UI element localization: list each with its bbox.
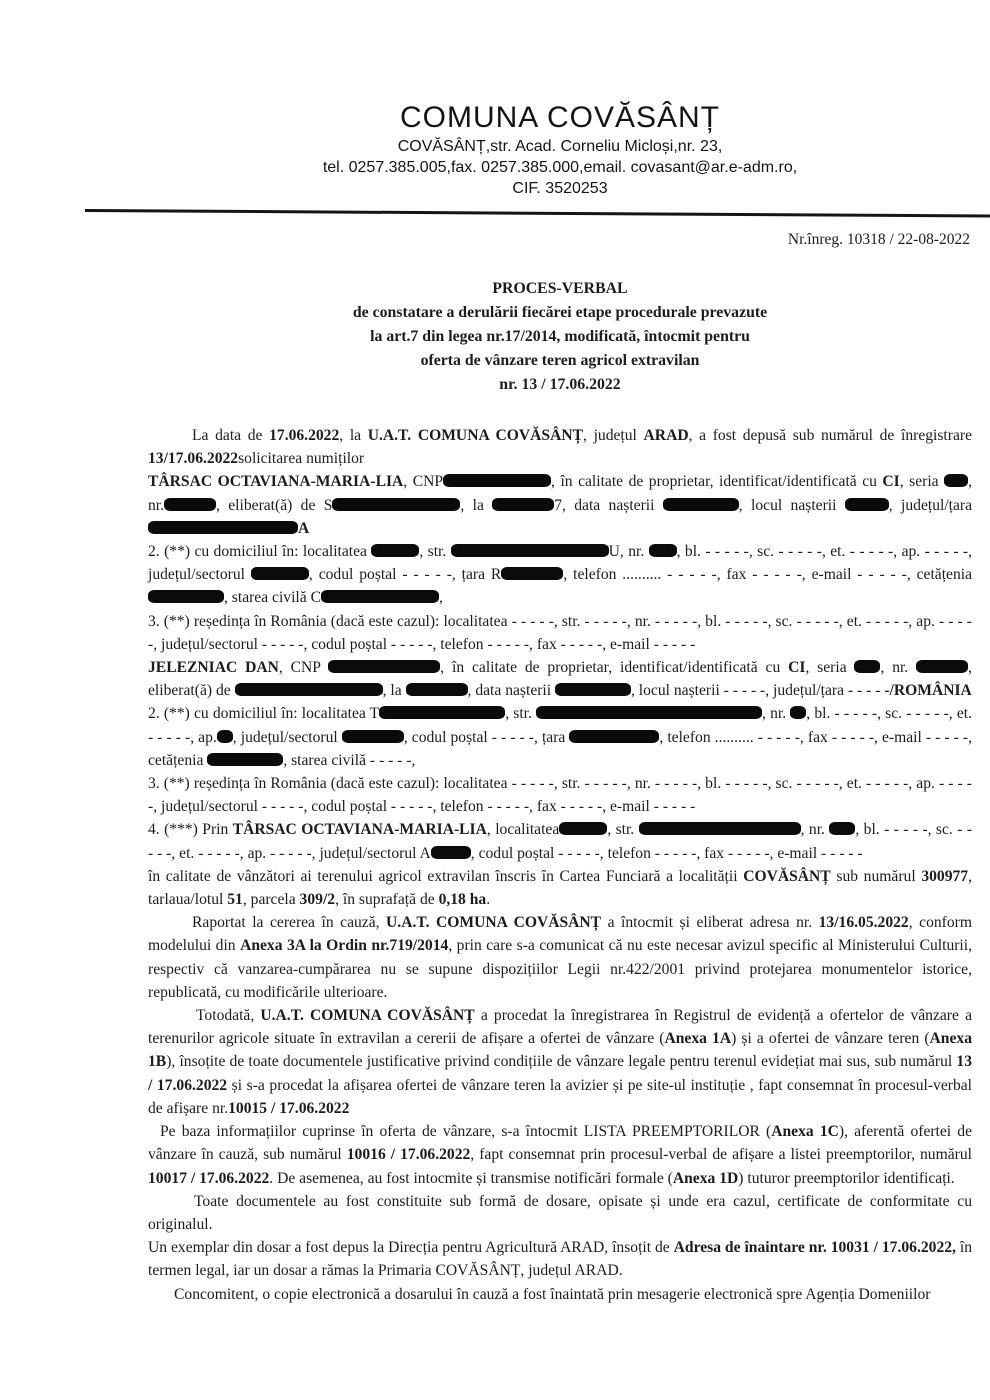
- redaction-box: [829, 822, 855, 835]
- text-run: Un exemplar din dosar a fost depus la Direcția pentru Agricultură ARAD, însoțit de: [148, 1239, 674, 1257]
- text-run: , la: [460, 496, 493, 514]
- text-run: U.A.T. COMUNA COVĂSÂNȚ: [367, 427, 584, 444]
- text-run: , eliberat(ă) de: [148, 659, 972, 700]
- text-run: , codul poștal - - - - -, țara R: [308, 566, 502, 584]
- text-run: , localitatea: [486, 821, 560, 839]
- text-run: 13/16.05.2022: [818, 914, 909, 932]
- redaction-box: [328, 660, 440, 673]
- redaction-box: [845, 498, 889, 511]
- text-run: , la: [339, 427, 368, 444]
- redaction-box: [164, 498, 216, 511]
- text-run: , parcela: [242, 891, 300, 909]
- letterhead: [148, 0, 972, 199]
- text-run: , nr.: [800, 821, 830, 839]
- text-run: 17.06.2022: [269, 427, 340, 444]
- registration-number: Nr.înreg. 10318 / 22-08-2022: [787, 231, 970, 248]
- text-run: , telefon .......... - - - - -, fax - - - - -, e-mail - - - - -, cetățenia: [148, 728, 973, 769]
- organization-contact: tel. 0257.385.005,fax. 0257.385.000,email. covasant@ar.e-adm.ro,: [322, 159, 798, 176]
- paragraph: [148, 540, 972, 610]
- redaction-box: [492, 498, 554, 511]
- paragraph: [148, 424, 972, 470]
- redaction-box: [342, 730, 404, 743]
- redaction-box: [148, 521, 298, 534]
- text-run: , județul/țara: [888, 496, 973, 514]
- redaction-box: [663, 498, 739, 511]
- title-line-4: oferta de vânzare teren agricol extravilan: [420, 352, 700, 369]
- text-run: , CNP: [403, 473, 444, 491]
- text-run: 10016 / 17.06.2022: [346, 1146, 471, 1164]
- text-run: ,: [439, 589, 443, 607]
- text-run: 0,18 ha: [438, 891, 487, 909]
- redaction-box: [944, 474, 968, 487]
- text-run: 13/17.06.2022: [148, 450, 239, 468]
- text-run: a procedat la înregistrarea în Registrul de evidență a ofertelor de vânzare a terenurilor agricole situate în extravilan a cererii de afișare a ofertei de vânzare (: [148, 1007, 972, 1048]
- text-run: ) tuturor preemptorilor identificați.: [738, 1169, 955, 1187]
- document-body: [148, 424, 972, 1306]
- redaction-box: [501, 567, 563, 580]
- redaction-box: [916, 660, 968, 673]
- text-run: , seria: [805, 659, 855, 677]
- title-line-5: nr. 13 / 17.06.2022: [499, 376, 621, 393]
- paragraph: [148, 1236, 972, 1282]
- text-run: Anexa 1B: [148, 1030, 972, 1071]
- text-run: 4. (***) Prin: [148, 821, 233, 839]
- text-run: , a fost depusă sub numărul de înregistrare: [688, 427, 972, 444]
- text-run: , eliberat(ă) de S: [216, 496, 333, 514]
- text-run: Anexa 1C: [771, 1123, 839, 1141]
- paragraph: [148, 610, 972, 656]
- text-run: , prin care s-a comunicat că nu este necesar avizul specific al Ministerului Culturii, respectiv că vanzarea-cumpărarea nu se supune dispozițiilor Legii nr.422/2001 privind protejarea monumentelor istorice, republicată, cu modificările ulterioare.: [148, 937, 972, 1001]
- text-run: 2. (**) cu domiciliul în: localitatea: [148, 543, 372, 561]
- text-run: 3. (**) reședința în România (dacă este cazul): localitatea - - - - -, str. - - - - -, nr. - - - - -, bl. - - - - -, sc. - - - - -, et. - - - - -, ap. - - - - -, județul/sectorul - - - - -, codul poștal - - - - -, telefon - - - - -, fax - - - - -, e-mail - - - - -: [148, 775, 972, 816]
- text-run: 10015 / 17.06.2022: [228, 1099, 350, 1117]
- redaction-box: [555, 683, 631, 696]
- text-run: și s-a procedat la afișarea ofertei de vânzare teren la avizier și pe site-ul instituție , fapt consemnat în procesul-verbal de afișare nr.: [148, 1076, 972, 1117]
- text-run: , seria: [899, 473, 945, 491]
- paragraph: [148, 911, 972, 1004]
- redaction-box: [217, 730, 233, 743]
- text-run: 300977: [921, 867, 969, 885]
- text-run: ), însoțite de toate documentele justificative privind condițiile de vânzare legale pentru terenul evidețiat mai sus, sub numărul: [166, 1053, 957, 1071]
- text-run: -/ROMÂNIA: [884, 682, 972, 700]
- text-run: Concomitent, o copie electronică a dosarului în cauză a fost înaintată prin mesagerie electronică spre Agenția Domeniilor: [174, 1285, 931, 1303]
- redaction-box: [371, 544, 419, 557]
- text-run: TÂRSAC OCTAVIANA-MARIA-LIA: [232, 821, 487, 839]
- text-run: CI: [882, 473, 900, 491]
- text-run: Totodată,: [196, 1007, 261, 1025]
- text-run: , starea civilă C: [224, 589, 321, 607]
- text-run: A: [298, 519, 310, 537]
- title-line-3: la art.7 din legea nr.17/2014, modificată, întocmit pentru: [370, 328, 750, 345]
- text-run: , nr.: [880, 659, 917, 677]
- text-run: , județul/sectorul: [232, 728, 342, 746]
- text-run: Anexa 1A: [664, 1030, 732, 1048]
- text-run: 10017 / 17.06.2022: [148, 1169, 270, 1187]
- paragraph: [148, 818, 972, 864]
- text-run: , nr.: [762, 705, 791, 723]
- text-run: sub numărul: [830, 867, 922, 885]
- text-run: , în calitate de proprietar, identificat/identificată cu: [551, 473, 883, 491]
- redaction-box: [569, 730, 659, 743]
- redaction-box: [451, 544, 609, 557]
- redaction-box: [536, 706, 762, 719]
- paragraph: [148, 772, 972, 818]
- text-run: , codul poștal - - - - -, țara: [403, 728, 570, 746]
- organization-address: COVĂSÂNȚ,str. Acad. Corneliu Micloși,nr. 23,: [397, 138, 723, 155]
- text-run: TÂRSAC OCTAVIANA-MARIA-LIA: [148, 473, 404, 491]
- paragraph: [148, 1190, 972, 1236]
- title-line-1: PROCES-VERBAL: [492, 280, 628, 297]
- text-run: , starea civilă - - - - -,: [283, 751, 416, 769]
- text-run: , codul poștal - - - - -, telefon - - - - -, fax - - - - -, e-mail - - - - -: [470, 844, 863, 862]
- text-run: , tarlaua/lotul: [148, 867, 972, 909]
- redaction-box: [443, 474, 551, 487]
- paragraph: [148, 702, 972, 772]
- text-run: , locul nașterii - - - - -, județul/țara - - - -: [631, 682, 885, 700]
- redaction-box: [332, 498, 460, 511]
- paragraph: [148, 1283, 972, 1306]
- document-content: [148, 0, 972, 1306]
- organization-name: COMUNA COVĂSÂNȚ: [399, 101, 721, 134]
- text-run: U, nr.: [608, 543, 649, 561]
- redaction-box: [431, 846, 471, 859]
- paragraph: [148, 470, 972, 540]
- redaction-box: [406, 683, 468, 696]
- text-run: ), aferentă ofertei de vânzare în cauză, sub numărul: [148, 1123, 972, 1164]
- text-run: , în calitate de proprietar, identificat/identificată cu: [440, 659, 789, 677]
- text-run: , str.: [505, 705, 537, 723]
- paragraph: [148, 865, 972, 911]
- text-run: , județul: [583, 427, 644, 444]
- text-run: 13 / 17.06.2022: [148, 1053, 972, 1094]
- text-run: , data nașterii: [467, 682, 555, 700]
- text-run: , bl. - - - - -, sc. - - - - -, et. - - - - -, ap. - - - - -, județul/sectorul: [148, 543, 972, 584]
- text-run: 2. (**) cu domiciliul în: localitatea T: [148, 705, 380, 723]
- text-run: , str.: [419, 543, 451, 561]
- text-run: U.A.T. COMUNA COVĂSÂNȚ: [386, 914, 602, 932]
- text-run: , în suprafață de: [335, 891, 439, 909]
- text-run: , la: [382, 682, 406, 700]
- text-run: 3. (**) reședința în România (dacă este cazul): localitatea - - - - -, str. - - - - -, nr. - - - - -, bl. - - - - -, sc. - - - - -, et. - - - - -, ap. - - - - -, județul/sectorul - - - - -, codul poștal - - - - -, telefon - - - - -, fax - - - - -, e-mail - - - - -: [148, 612, 972, 653]
- text-run: Anexa 3A la Ordin nr.719/2014: [240, 937, 449, 955]
- text-run: Raportat la cererea în cauză,: [192, 914, 387, 932]
- redaction-box: [235, 683, 383, 696]
- redaction-box: [251, 567, 309, 580]
- text-run: COVĂSÂNȚ: [743, 867, 831, 885]
- text-run: ) și a ofertei de vânzare teren (: [731, 1030, 930, 1048]
- text-run: , conform modelului din: [148, 914, 972, 955]
- text-run: , fapt consemnat prin procesul-verbal de afișare a listei preemptorilor, numărul: [470, 1146, 972, 1164]
- redaction-box: [321, 590, 439, 603]
- text-run: JELEZNIAC DAN: [148, 659, 279, 677]
- text-run: , bl. - - - - -, sc. - - - - -, et. - - - - -, ap.: [148, 705, 972, 746]
- redaction-box: [649, 544, 677, 557]
- document-title: [148, 277, 972, 397]
- text-run: 309/2: [299, 891, 336, 909]
- redaction-box: [854, 660, 880, 673]
- text-run: solicitarea numiților: [238, 450, 365, 468]
- text-run: Toate documentele au fost constituite sub formă de dosare, opisate și unde era cazul, certificate de conformitate cu originalul.: [148, 1192, 972, 1233]
- redaction-box: [379, 706, 505, 719]
- text-run: Pe baza informațiilor cuprinse în oferta de vânzare, s-a întocmit LISTA PREEMPTORILOR (: [160, 1123, 772, 1141]
- text-run: ARAD: [643, 427, 689, 444]
- text-run: , str.: [607, 821, 639, 839]
- paragraph: [148, 1120, 972, 1190]
- text-run: , telefon .......... - - - - -, fax - - - - -, e-mail - - - - -, cetățenia: [563, 566, 973, 584]
- text-run: . De asemenea, au fost intocmite și transmise notificări formale (: [269, 1169, 673, 1187]
- organization-cif: CIF. 3520253: [512, 180, 608, 197]
- paragraph: [148, 656, 972, 702]
- text-run: , nr.: [148, 473, 972, 514]
- redaction-box: [559, 822, 607, 835]
- text-run: , locul nașterii: [738, 496, 845, 514]
- text-run: a întocmit și eliberat adresa nr.: [601, 914, 819, 932]
- redaction-box: [148, 590, 224, 603]
- text-run: în calitate de vânzători ai terenului agricol extravilan înscris în Cartea Funciară a localității: [148, 867, 744, 885]
- text-run: CI: [788, 659, 806, 677]
- title-line-2: de constatare a derulării fiecărei etape procedurale prevazute: [352, 304, 768, 321]
- text-run: 7, data nașterii: [554, 496, 663, 514]
- text-run: Adresa de înaintare nr. 10031 / 17.06.2022,: [673, 1239, 956, 1257]
- redaction-box: [639, 822, 801, 835]
- text-run: , CNP: [278, 659, 329, 677]
- text-run: , bl. - - - - -, sc. - - - - -, et. - - - - -, ap. - - - - -, județul/sectorul A: [148, 821, 973, 862]
- text-run: U.A.T. COMUNA COVĂSÂNȚ: [260, 1007, 475, 1025]
- text-run: .: [486, 891, 491, 909]
- text-run: La data de: [192, 427, 270, 444]
- text-run: 51: [227, 891, 243, 909]
- redaction-box: [207, 753, 283, 766]
- text-run: Anexa 1D: [672, 1169, 739, 1187]
- paragraph: [148, 1004, 972, 1120]
- text-run: în termen legal, iar un dosar a rămas la Primaria COVĂSÂNȚ, județul ARAD.: [148, 1239, 972, 1280]
- redaction-box: [790, 706, 806, 719]
